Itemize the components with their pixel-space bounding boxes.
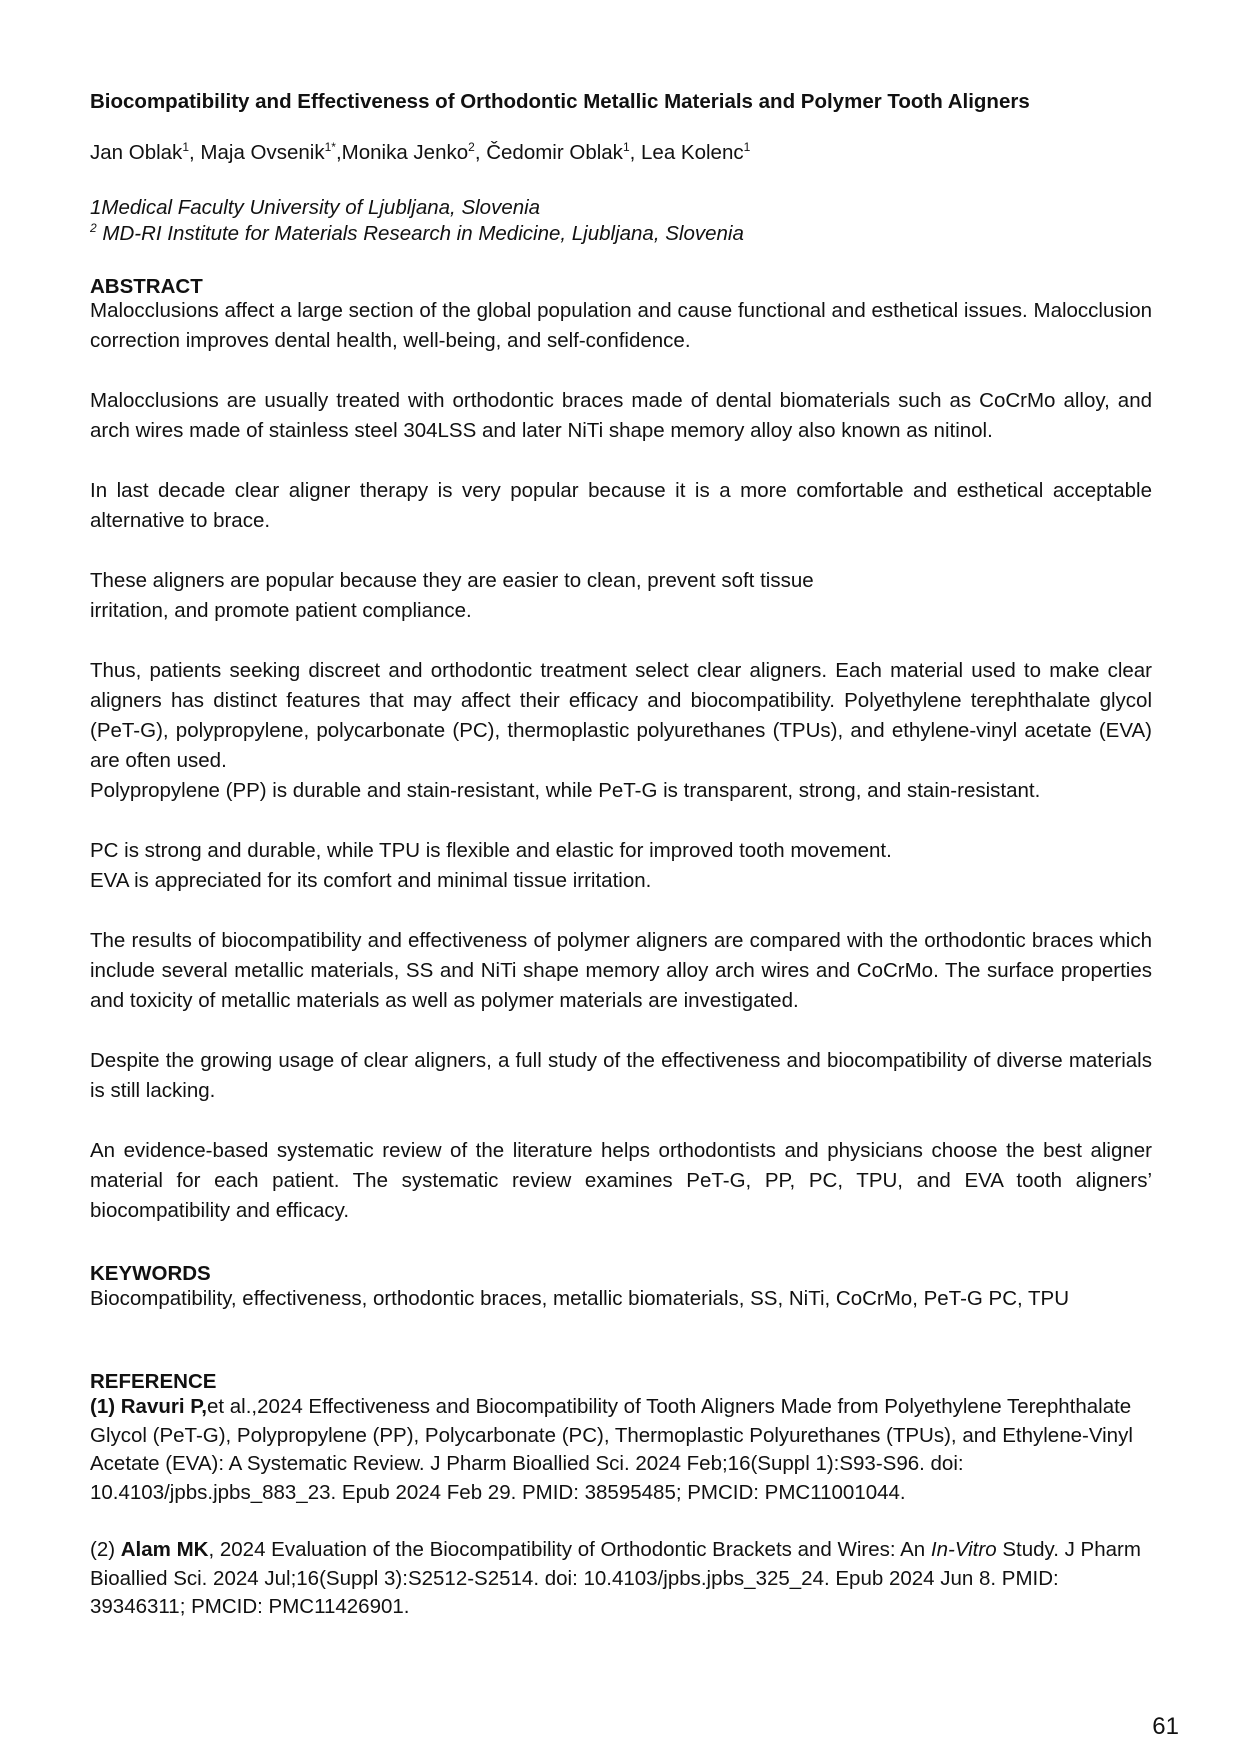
- abstract-paragraph: Malocclusions are usually treated with orthodontic braces made of dental biomaterials such as CoCrMo alloy, and arch wires made of stainless steel 304LSS and later NiTi shape memory alloy also known as nitinol.: [90, 389, 1152, 442]
- affiliation-2: [90, 221, 744, 249]
- author-name: Maja Ovsenik: [200, 141, 325, 164]
- author-separator: ,: [629, 141, 642, 164]
- reference-text: et al.,2024 Effectiveness and Biocompatibility of Tooth Aligners Made from Polyethylene Terephthalate Glycol (PeT-G), Polypropylene (PP), Polycarbonate (PC), Thermoplastic Polyurethanes (TPUs), and Ethylene-Vinyl Acetate (EVA): A Systematic Review. J Pharm Bioallied Sci. 2024 Feb;16(Suppl 1):S93-S96. doi: 10.4103/jpbs.jpbs_883_23. Epub 2024 Feb 29. PMID: 38595485; PMCID: PMC11001044.: [90, 1395, 1133, 1504]
- reference-italic: In-Vitro: [930, 1538, 997, 1561]
- references-heading: REFERENCE: [90, 1370, 217, 1393]
- author-affiliation-mark: 1: [182, 140, 189, 154]
- author-affiliation-mark: 1*: [324, 140, 336, 154]
- abstract-paragraph: An evidence-based systematic review of the literature helps orthodontists and physicians choose the best aligner material for each patient. The systematic review examines PeT-G, PP, PC, TPU, and EVA tooth aligners’ biocompatibility and efficacy.: [90, 1139, 1152, 1222]
- reference-author: Ravuri P,: [120, 1395, 207, 1418]
- abstract-paragraph: Thus, patients seeking discreet and orthodontic treatment select clear aligners. Each material used to make clear aligners has distinct features that may affect their efficacy and biocompatibility. Polyethylene terephthalate glycol (PeT-G), polypropylene, polycarbonate (PC), thermoplastic polyurethanes (TPUs), and ethylene-vinyl acetate (EVA) are often used.: [90, 659, 1152, 772]
- reference-item: [90, 1536, 1152, 1622]
- affiliation-1: 1Medical Faculty University of Ljubljana, Slovenia: [90, 196, 541, 219]
- reference-number: (1): [90, 1395, 121, 1418]
- author-name: Čedomir Oblak: [486, 141, 623, 164]
- reference-text: Study. J Pharm Bioallied Sci. 2024 Jul;16(Suppl 3):S2512-S2514. doi: 10.4103/jpbs.jpbs_325_24. Epub 2024 Jun 8. PMID: 39346311; PMCID: PMC11426901.: [90, 1538, 1141, 1619]
- abstract-paragraph: The results of biocompatibility and effectiveness of polymer aligners are compared with the orthodontic braces which include several metallic materials, SS and NiTi shape memory alloy arch wires and CoCrMo. The surface properties and toxicity of metallic materials as well as polymer materials are investigated.: [90, 929, 1152, 1012]
- abstract-heading: ABSTRACT: [90, 275, 203, 298]
- abstract-paragraph: Despite the growing usage of clear aligners, a full study of the effectiveness and biocompatibility of diverse materials is still lacking.: [90, 1049, 1152, 1102]
- author-affiliation-mark: 2: [468, 140, 475, 154]
- abstract-line: PC is strong and durable, while TPU is flexible and elastic for improved tooth movement.: [90, 839, 892, 862]
- abstract-paragraph: In last decade clear aligner therapy is very popular because it is a more comfortable and esthetical acceptable alternative to brace.: [90, 479, 1152, 532]
- keywords-text: Biocompatibility, effectiveness, orthodontic braces, metallic biomaterials, SS, NiTi, CoCrMo, PeT-G PC, TPU: [90, 1287, 1070, 1310]
- author-separator: ,: [335, 141, 342, 164]
- abstract-line: EVA is appreciated for its comfort and minimal tissue irritation.: [90, 869, 652, 892]
- affiliation-2-text: MD-RI Institute for Materials Research in Medicine, Ljubljana, Slovenia: [96, 222, 744, 245]
- author-separator: ,: [474, 141, 487, 164]
- author-affiliation-mark: 1: [743, 140, 751, 154]
- affiliation-mark: 2: [90, 221, 97, 235]
- abstract-paragraph: Malocclusions affect a large section of the global population and cause functional and esthetical issues. Malocclusion correction improves dental health, well-being, and self-confidence.: [90, 299, 1152, 352]
- author-separator: ,: [189, 141, 201, 164]
- page-number: 61: [1152, 1713, 1179, 1740]
- author-list: [90, 140, 750, 168]
- reference-item: [90, 1393, 1152, 1507]
- author-name: Jan Oblak: [90, 141, 183, 164]
- author-name: Monika Jenko: [341, 141, 469, 164]
- reference-number: (2): [90, 1538, 121, 1561]
- author-affiliation-mark: 1: [622, 140, 630, 154]
- abstract-line: irritation, and promote patient compliance.: [90, 599, 472, 622]
- abstract-paragraph: Polypropylene (PP) is durable and stain-resistant, while PeT-G is transparent, strong, and stain-resistant.: [90, 779, 1041, 802]
- author-name: Lea Kolenc: [641, 141, 744, 164]
- abstract-line: These aligners are popular because they are easier to clean, prevent soft tissue: [90, 569, 814, 592]
- reference-author: Alam MK: [120, 1538, 209, 1561]
- paper-title: Biocompatibility and Effectiveness of Orthodontic Metallic Materials and Polymer Tooth Aligners: [90, 90, 1030, 113]
- keywords-heading: KEYWORDS: [90, 1262, 211, 1285]
- reference-text: , 2024 Evaluation of the Biocompatibility of Orthodontic Brackets and Wires: An: [208, 1538, 931, 1561]
